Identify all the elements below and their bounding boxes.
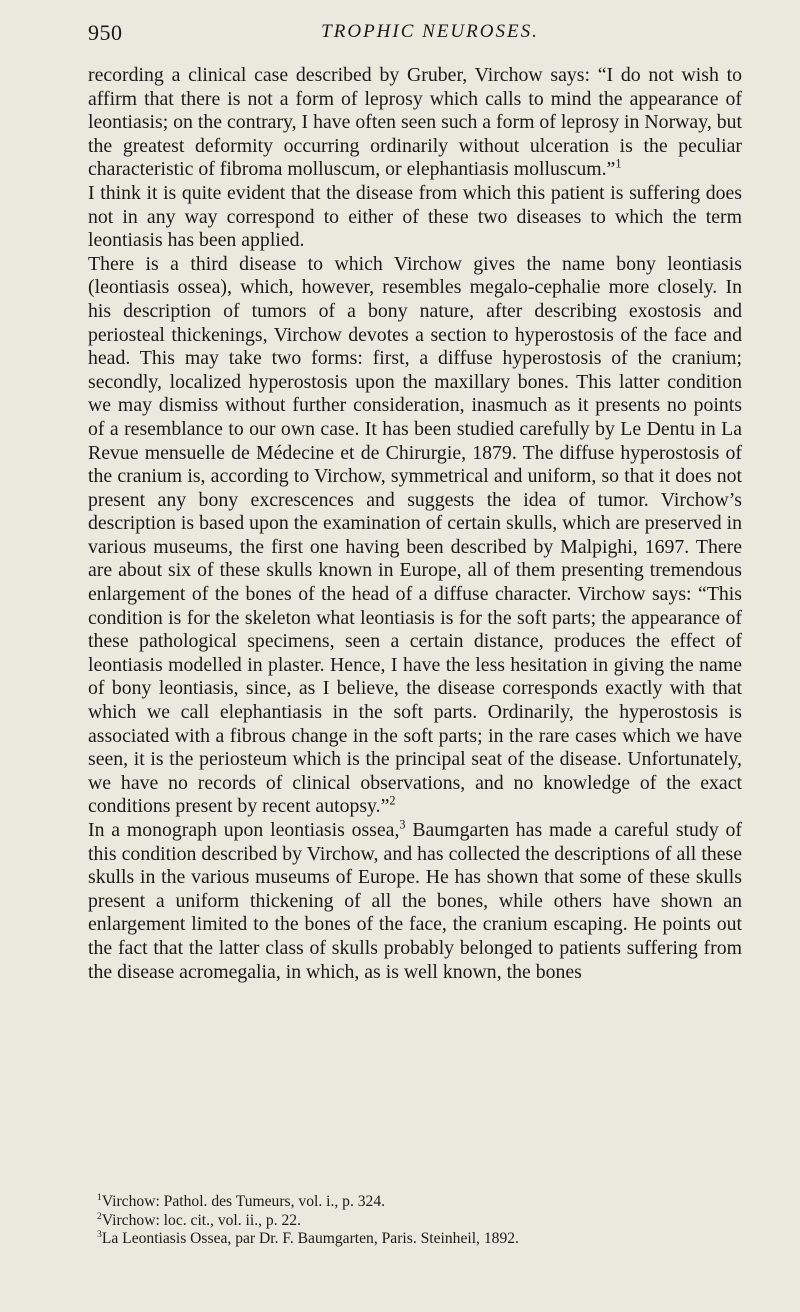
paragraph-text: Baumgarten has made a careful study of this condition described by Virchow, and has collected the descriptions of all these skulls in the various museums of Europe. He has shown that some of these skulls present a uniform thickening of all the bones, while others have shown an enlargement limited to the bones of the face, the cranium escaping. He points out the fact that the latter class of skulls probably belonged to patients suffering from the disease acromegalia, in which, as is well known, the bones bbox=[88, 819, 742, 983]
footnote-mark: 1 bbox=[97, 1191, 102, 1203]
paragraph-text: In a monograph upon leontiasis ossea, bbox=[88, 819, 400, 841]
footnote bbox=[88, 1230, 742, 1249]
footnote-text: Virchow: Pathol. des Tumeurs, vol. i., p. 324. bbox=[101, 1193, 386, 1210]
body-text bbox=[88, 64, 742, 984]
footnote-mark: 2 bbox=[97, 1210, 102, 1222]
footnote bbox=[88, 1193, 742, 1212]
footnotes bbox=[88, 1193, 742, 1249]
footnote-mark: 3 bbox=[97, 1229, 102, 1240]
paragraph-text: There is a third disease to which Virchow gives the name bony leontiasis (leontiasis ossea), which, however, resembles megalo-cephalie more closely. In his description of tumors of a bony nature, after describing exostosis and periosteal thickenings, Virchow devotes a section to hyperostosis of the face and head. This may take two forms: first, a diffuse hyperostosis of the cranium; secondly, localized hyperostosis upon the maxillary bones. This latter condition we may dismiss without further consideration, inasmuch as it presents no points of a resemblance to our own case. It has been studied carefully by Le Dentu in La Revue mensuelle de Médecine et de Chirurgie, 1879. The diffuse hyperostosis of the cranium is, according to Virchow, symmetrical and uniform, so that it does not present any bony excrescences and suggests the idea of tumor. Virchow’s description is based upon the examination of certain skulls, which are preserved in various museums, the first one having been described by Malpighi, 1697. There are about six of these skulls known in Europe, all of them presenting tremendous enlargement of the bones of the head of a diffuse character. Virchow says: “This condition is for the skeleton what leontiasis is for the soft parts; the appearance of these pathological specimens, seen a certain distance, produces the effect of leontiasis modelled in plaster. Hence, I have the less hesitation in giving the name of bony leontiasis, since, as I believe, the disease corresponds exactly with that which we call elephantiasis in the soft parts. Ordinarily, the hyperostosis is associated with a fibrous change in the soft parts; in the rare cases which we have seen, it is the periosteum which is the principal seat of the disease. Unfortunately, we have no records of clinical observations, and no knowledge of the exact conditions present by recent autopsy.” bbox=[88, 252, 742, 818]
footnote-ref: 3 bbox=[399, 817, 406, 832]
paragraph bbox=[88, 64, 742, 182]
footnote-text: La Leontiasis Ossea, par Dr. F. Baumgarten, Paris. Steinheil, 1892. bbox=[101, 1230, 519, 1248]
paragraph bbox=[88, 819, 742, 984]
page-number: 950 bbox=[88, 20, 123, 45]
running-head: TROPHIC NEUROSES. bbox=[321, 21, 539, 42]
paragraph-text: I think it is quite evident that the disease from which this patient is suffering does not in any way correspond to either of these two diseases to which the term leontiasis has been applied. bbox=[88, 181, 742, 252]
paragraph bbox=[88, 182, 742, 253]
footnote-ref: 1 bbox=[615, 156, 622, 171]
paragraph bbox=[88, 253, 742, 819]
footnote bbox=[88, 1212, 742, 1231]
footnote-text: Virchow: loc. cit., vol. ii., p. 22. bbox=[101, 1211, 301, 1229]
paragraph-text: recording a clinical case described by Gruber, Virchow says: “I do not wish to affirm that there is not a form of leprosy which calls to mind the appearance of leontiasis; on the contrary, I have often seen such a form of leprosy in Norway, but the greatest deformity occurring ordinarily without ulceration is the peculiar characteristic of fibroma molluscum, or elephantiasis molluscum.” bbox=[88, 64, 742, 181]
page-header bbox=[88, 20, 742, 50]
footnote-ref: 2 bbox=[389, 793, 396, 808]
